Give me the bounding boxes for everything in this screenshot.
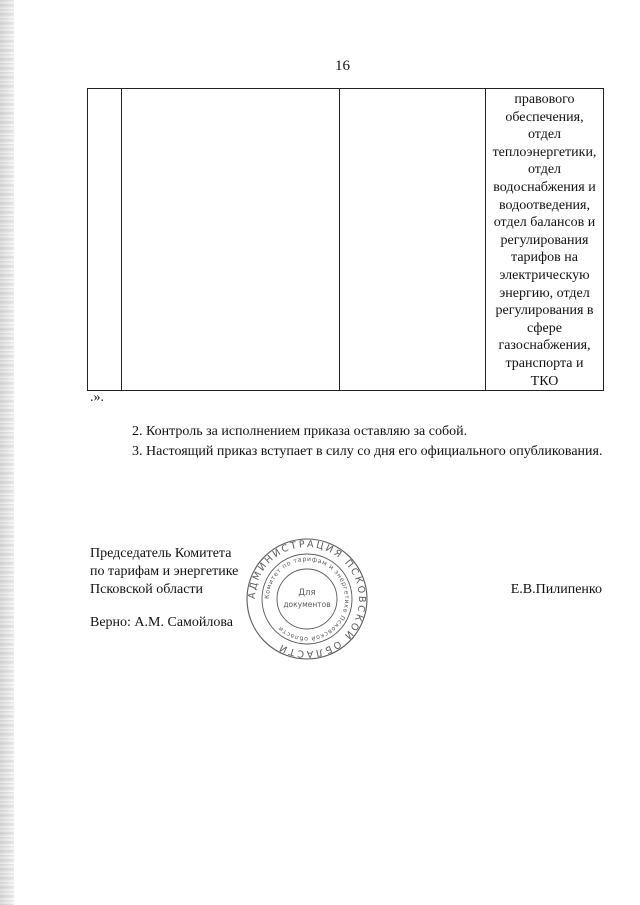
responsible-line: транспорта и — [505, 355, 584, 371]
signature-title-line-2: по тарифам и энергетике — [90, 564, 239, 579]
official-stamp — [245, 537, 369, 661]
table-cell-deadline — [340, 89, 486, 391]
responsible-line: сфере — [527, 320, 562, 336]
verified-by: Верно: А.М. Самойлова — [90, 615, 234, 630]
responsible-line: электрическую — [499, 267, 590, 283]
responsible-line: тарифов на — [511, 250, 578, 266]
table-end-mark: .». — [90, 390, 104, 405]
responsible-line: регулирования — [500, 232, 589, 248]
stamp-center-line-2: документов — [283, 600, 331, 609]
responsible-line: ТКО — [530, 373, 559, 389]
responsible-departments — [489, 91, 600, 390]
responsible-line: водоотведения, — [499, 197, 590, 213]
signatory-name: Е.В.Пилипенко — [510, 582, 602, 597]
signature-title-line-1: Председатель Комитета — [90, 546, 232, 561]
scan-edge-shadow — [0, 0, 14, 905]
responsible-line: энергию, отдел — [499, 285, 590, 301]
table-cell-number — [88, 89, 122, 391]
table-row — [88, 89, 604, 391]
table-cell-responsible — [486, 89, 604, 391]
stamp-inner-text: Комитет по тарифам и энергетике Псковской области — [263, 555, 351, 643]
signature-title-line-3: Псковской области — [90, 582, 204, 597]
responsible-line: правового — [514, 92, 575, 107]
stamp-outer-text: АДМИНИСТРАЦИЯ ПСКОВСКОЙ ОБЛАСТИ — [246, 538, 368, 660]
stamp-inner-ring — [277, 569, 337, 629]
paragraph-effective: 3. Настоящий приказ вступает в силу со дня его официального опубликования. — [132, 444, 603, 459]
responsible-line: теплоэнергетики, — [492, 144, 597, 160]
responsible-line: регулирования в — [495, 303, 594, 319]
table-cell-measure — [122, 89, 340, 391]
continuation-table — [87, 88, 604, 391]
stamp-middle-ring — [262, 554, 352, 644]
stamp-center-line-1: Для — [298, 588, 316, 598]
responsible-line: отдел — [527, 162, 562, 178]
responsible-line: отдел балансов и — [493, 215, 596, 231]
responsible-line: обеспечения, — [505, 109, 584, 125]
responsible-line: водоснабжения и — [493, 179, 596, 195]
paragraph-control: 2. Контроль за исполнением приказа оставляю за собой. — [132, 424, 468, 439]
page-number: 16 — [335, 58, 350, 74]
responsible-line: отдел — [527, 127, 562, 143]
responsible-line: газоснабжения, — [498, 338, 591, 354]
